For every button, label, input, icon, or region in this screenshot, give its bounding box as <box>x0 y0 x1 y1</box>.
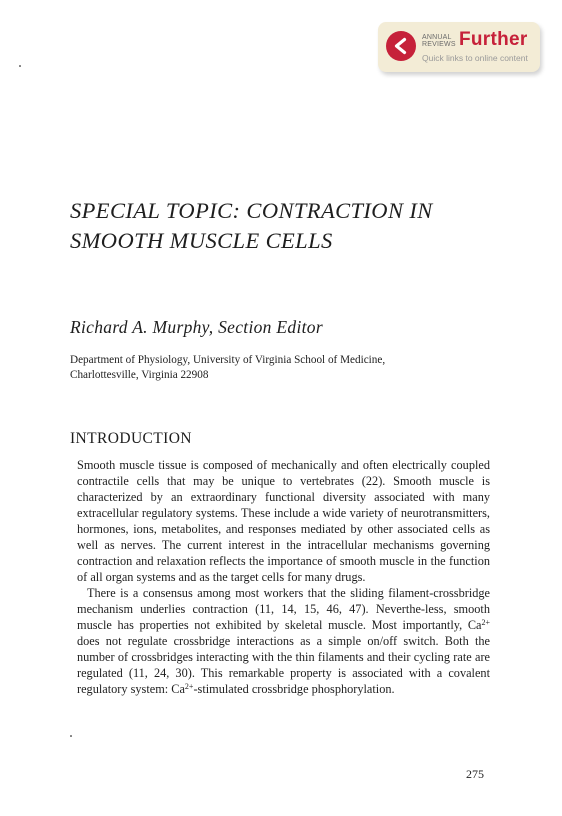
affiliation <box>70 353 510 383</box>
badge-further-label: Further <box>459 29 528 50</box>
article-title-line-2: SMOOTH MUSCLE CELLS <box>70 228 333 253</box>
affiliation-line-2: Charlottesville, Virginia 22908 <box>70 369 209 381</box>
badge-annual-label: ANNUAL <box>422 34 452 41</box>
paragraph-2-part-c: -stimulated crossbridge phosphorylation. <box>193 682 395 696</box>
paragraph-2 <box>77 585 490 697</box>
paragraph-2-part-a: There is a consensus among most workers that the sliding filament-crossbridge mechanism underlies contraction (11, 14, 15, 46, 47). Neverthe-less, smooth muscle has properties not exhibited by skeletal muscle. Most importantly, Ca <box>77 586 490 632</box>
superscript: 2+ <box>481 618 490 627</box>
scan-speck <box>19 65 21 67</box>
badge-tagline: Quick links to online content <box>422 53 528 63</box>
article-title <box>70 196 490 256</box>
section-heading: INTRODUCTION <box>70 430 192 447</box>
paragraph-2-part-b: does not regulate crossbridge interactions as a simple on/off switch. Both the number of crossbridges interacting with the thin filaments and their cycling rate are regulated (11, 24, 30). This remarkable property is associated with a covalent regulatory system: Ca <box>77 634 490 696</box>
scan-speck <box>70 735 72 737</box>
play-arrow-icon <box>386 31 416 61</box>
annual-reviews-further-badge[interactable] <box>378 22 540 72</box>
body-text <box>77 457 490 697</box>
affiliation-line-1: Department of Physiology, University of Virginia School of Medicine, <box>70 354 386 366</box>
paragraph-1: Smooth muscle tissue is composed of mechanically and often electrically coupled contractile cells that may be unique to vertebrates (22). Smooth muscle is characterized by an extraordinary functional diversity associated with many extracellular regulatory systems. These include a wide variety of neurotransmitters, hormones, ions, metabolites, and responses mediated by other associated cells as well as nerves. The current interest in the intracellular mechanisms governing contraction and relaxation reflects the importance of smooth muscle in the function of all organ systems and as the target cells for many drugs. <box>77 458 490 584</box>
badge-reviews-label: REVIEWS <box>422 41 456 48</box>
section-editor: Richard A. Murphy, Section Editor <box>70 317 323 337</box>
page-number: 275 <box>466 767 484 781</box>
article-title-line-1: SPECIAL TOPIC: CONTRACTION IN <box>70 198 433 223</box>
superscript: 2+ <box>184 682 194 691</box>
